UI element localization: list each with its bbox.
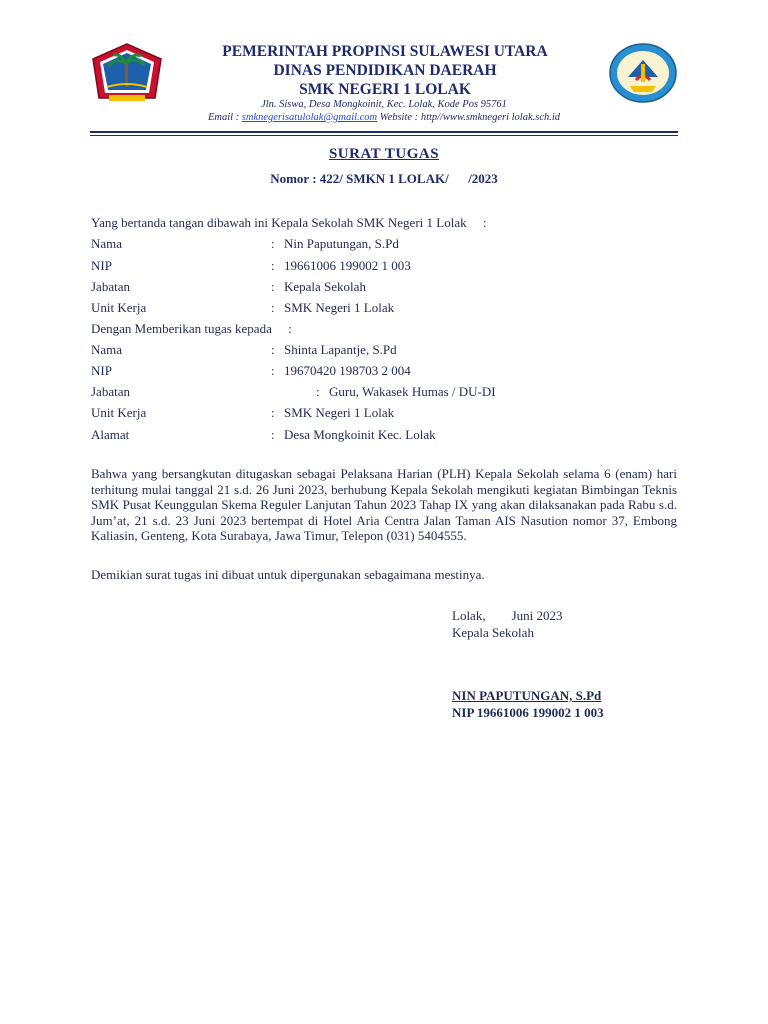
closing-statement: Demikian surat tugas ini dibuat untuk dipergunakan sebagaimana mestinya. — [91, 567, 485, 582]
email-link[interactable]: smknegerisatulolak@gmail.com — [241, 112, 378, 123]
assignment-paragraph: Bahwa yang bersangkutan ditugaskan sebagai Pelaksana Harian (PLH) Kepala Sekolah selama 6 (enam) hari terhitung mulai tanggal 21 s.d. 26 Juni 2023, berhubung Kepala Sekolah mengikuti kegiatan Bimbingan Teknis SMK Pusat Keunggulan Skema Reguler Lanjutan Tahun 2023 Tahap IX yang akan dilaksanakan pada Rabu s.d. Jum’at, 21 s.d. 23 Juni 2023 bertempat di Hotel Aria Centra Jalan Taman AIS Nasution nomor 37, Embong Kaliasin, Genteng, Kota Surabaya, Jawa Timur, Telepon (031) 5404555. — [91, 466, 677, 544]
assignee-position-label: Jabatan — [91, 384, 130, 399]
assignee-address-label: Alamat — [91, 427, 130, 442]
signer-nip: 19661006 199002 1 003 — [284, 258, 411, 273]
assignee-nip-label: NIP — [91, 363, 112, 378]
signer-name: Nin Paputungan, S.Pd — [284, 236, 399, 251]
signer-position-label: Jabatan — [91, 279, 130, 294]
colon: : — [271, 236, 275, 251]
intro-text: Yang bertanda tangan dibawah ini Kepala Sekolah SMK Negeri 1 Lolak : — [91, 215, 487, 230]
signature-nip: NIP 19661006 199002 1 003 — [452, 705, 604, 720]
assignee-nip: 19670420 198703 2 004 — [284, 363, 411, 378]
document-number: Nomor : 422/ SMKN 1 LOLAK/ /2023 — [270, 171, 498, 186]
colon: : — [271, 427, 275, 442]
colon: : — [271, 258, 275, 273]
colon: : — [271, 279, 275, 294]
assignee-unit: SMK Negeri 1 Lolak — [284, 405, 395, 420]
website-text: http//www.smknegeri lolak.sch.id — [420, 112, 561, 123]
place-date: Lolak, Juni 2023 — [452, 608, 563, 623]
letterhead-divider-thin — [90, 135, 678, 136]
signer-position: Kepala Sekolah — [284, 279, 366, 294]
signature-position: Kepala Sekolah — [452, 625, 534, 640]
assignee-position: Guru, Wakasek Humas / DU-DI — [329, 384, 496, 399]
signer-unit: SMK Negeri 1 Lolak — [284, 300, 395, 315]
contact-line — [150, 112, 618, 123]
assignee-address: Desa Mongkoinit Kec. Lolak — [284, 427, 436, 442]
email-label: Email : — [207, 112, 242, 123]
colon: : — [271, 363, 275, 378]
signer-nip-label: NIP — [91, 258, 112, 273]
colon: : — [271, 300, 275, 315]
assignee-name: Shinta Lapantje, S.Pd — [284, 342, 397, 357]
letterhead-line-1: PEMERINTAH PROPINSI SULAWESI UTARA — [222, 43, 548, 60]
colon: : — [316, 384, 320, 399]
signer-name-label: Nama — [91, 236, 123, 251]
colon: : — [271, 342, 275, 357]
regency-emblem-logo — [91, 43, 163, 105]
signature-name: NIN PAPUTUNGAN, S.Pd — [452, 688, 602, 703]
letterhead-line-3: SMK NEGERI 1 LOLAK — [299, 81, 471, 98]
assignee-name-label: Nama — [91, 342, 123, 357]
tut-wuri-handayani-logo — [608, 42, 678, 104]
assignee-unit-label: Unit Kerja — [91, 405, 147, 420]
signer-unit-label: Unit Kerja — [91, 300, 147, 315]
colon: : — [271, 405, 275, 420]
letterhead-divider — [90, 131, 678, 133]
website-label: Website : — [377, 112, 421, 123]
letterhead-line-2: DINAS PENDIDIKAN DAERAH — [273, 62, 497, 79]
document-title: SURAT TUGAS — [328, 146, 440, 162]
assignment-intro: Dengan Memberikan tugas kepada : — [91, 321, 292, 336]
school-address: Jln. Siswa, Desa Mongkoinit, Kec. Lolak, Kode Pos 95761 — [261, 99, 507, 110]
